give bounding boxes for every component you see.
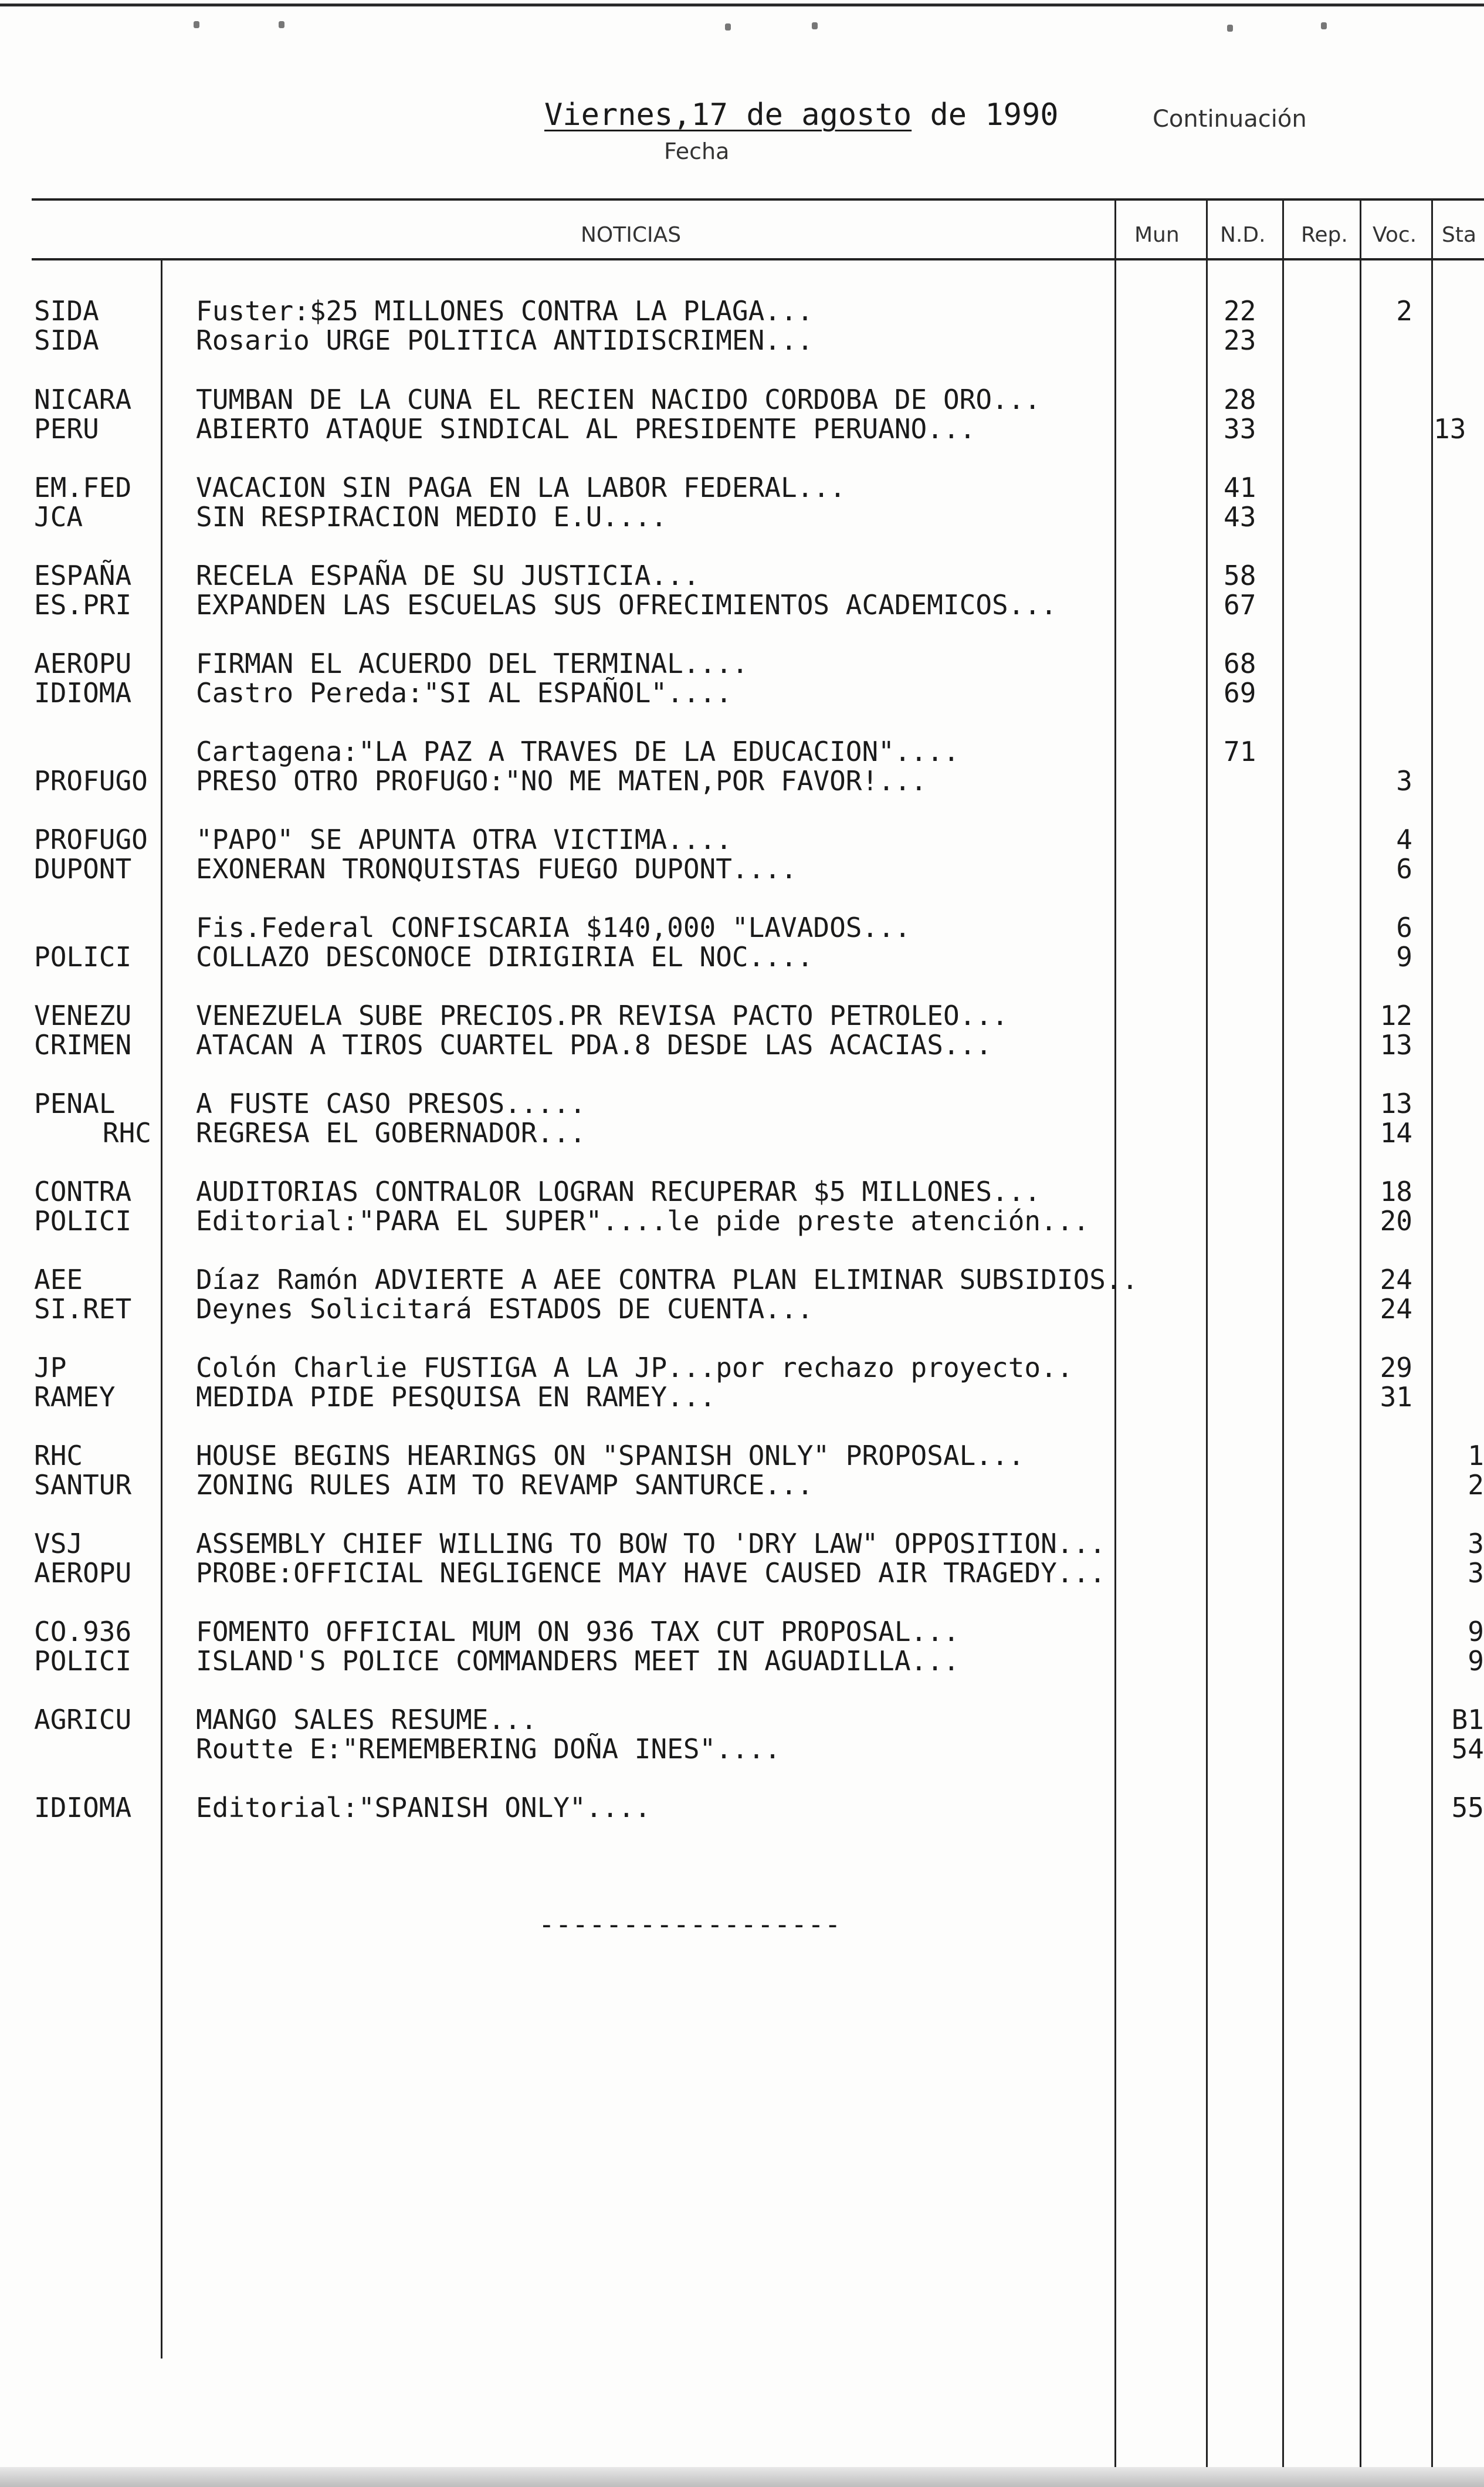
news-row (0, 1791, 1484, 1824)
row-category: AEE (34, 1264, 83, 1295)
row-category: ESPAÑA (34, 560, 132, 591)
row-category: PROFUGO (34, 765, 148, 797)
report-date-day: Viernes,17 de agosto (544, 97, 912, 133)
row-headline: COLLAZO DESCONOCE DIRIGIRIA EL NOC.... (196, 941, 814, 973)
column-divider-mun (1114, 199, 1116, 2482)
row-voc-page: 6 (1396, 853, 1412, 885)
row-nd-page: 69 (1224, 677, 1256, 709)
column-header-nd: N.D. (1220, 223, 1266, 247)
row-voc-page: 20 (1380, 1205, 1412, 1237)
row-sta-page: 9 (1468, 1645, 1484, 1677)
scan-speck (1227, 25, 1233, 32)
row-category: CRIMEN (34, 1029, 132, 1061)
table-top-rule (32, 198, 1484, 201)
news-row (0, 911, 1484, 944)
row-headline: AUDITORIAS CONTRALOR LOGRAN RECUPERAR $5 MILLONES... (196, 1176, 1041, 1207)
row-voc-page: 13 (1380, 1029, 1412, 1061)
row-category: SANTUR (34, 1469, 132, 1501)
row-sta-page: 55 (1451, 1792, 1484, 1823)
row-sta-page: 3 (1468, 1528, 1484, 1559)
row-headline: Cartagena:"LA PAZ A TRAVES DE LA EDUCACION".... (196, 736, 960, 767)
row-sta-page: B1 (1451, 1704, 1484, 1735)
row-nd-page: 68 (1224, 648, 1256, 679)
news-row (0, 1175, 1484, 1208)
row-headline: A FUSTE CASO PRESOS..... (196, 1088, 586, 1119)
row-category: EM.FED (34, 472, 132, 503)
news-row (0, 999, 1484, 1032)
column-divider-voc (1360, 199, 1361, 2482)
row-category: RHC (34, 1440, 83, 1471)
row-voc-page: 13 (1380, 1088, 1412, 1119)
news-row (0, 1439, 1484, 1472)
news-row (0, 1351, 1484, 1384)
row-headline: MEDIDA PIDE PESQUISA EN RAMEY... (196, 1381, 716, 1413)
row-sta-page: 3 (1468, 1557, 1484, 1589)
news-row (0, 1087, 1484, 1120)
column-divider-rep (1282, 199, 1284, 2482)
row-sta-page: 13 (1434, 413, 1466, 445)
row-sta-page: 54 (1451, 1733, 1484, 1765)
row-category: SI.RET (34, 1293, 132, 1325)
row-voc-page: 3 (1396, 765, 1412, 797)
news-row (0, 852, 1484, 885)
row-category: PERU (34, 413, 99, 445)
row-headline: Rosario URGE POLITICA ANTIDISCRIMEN... (196, 324, 814, 356)
row-headline: ASSEMBLY CHIEF WILLING TO BOW TO 'DRY LAW" OPPOSITION... (196, 1528, 1106, 1559)
row-headline: ISLAND'S POLICE COMMANDERS MEET IN AGUADILLA... (196, 1645, 960, 1677)
news-row (0, 412, 1484, 445)
news-row (0, 1292, 1484, 1325)
row-headline: Fuster:$25 MILLONES CONTRA LA PLAGA... (196, 295, 814, 327)
column-divider-nd (1206, 199, 1208, 2482)
row-headline: Díaz Ramón ADVIERTE A AEE CONTRA PLAN ELIMINAR SUBSIDIOS.. (196, 1264, 1139, 1295)
news-row (0, 735, 1484, 768)
row-headline: Editorial:"PARA EL SUPER"....le pide preste atención... (196, 1205, 1090, 1237)
row-category: IDIOMA (34, 1792, 132, 1823)
scan-speck (194, 21, 199, 28)
scan-speck (725, 23, 731, 31)
news-row (0, 1615, 1484, 1648)
news-row (0, 647, 1484, 680)
row-category: JP (34, 1352, 67, 1383)
column-divider-sta (1431, 199, 1433, 2482)
row-headline: VENEZUELA SUBE PRECIOS.PR REVISA PACTO PETROLEO... (196, 1000, 1008, 1031)
news-row (0, 1645, 1484, 1677)
row-category: PENAL (34, 1088, 116, 1119)
row-nd-page: 71 (1224, 736, 1256, 767)
news-row (0, 500, 1484, 533)
row-nd-page: 41 (1224, 472, 1256, 503)
row-category: CO.936 (34, 1616, 132, 1647)
row-voc-page: 2 (1396, 295, 1412, 327)
top-border-line (0, 4, 1484, 6)
row-nd-page: 22 (1224, 295, 1256, 327)
row-nd-page: 33 (1224, 413, 1256, 445)
row-headline: ATACAN A TIROS CUARTEL PDA.8 DESDE LAS ACACIAS... (196, 1029, 992, 1061)
row-headline: PROBE:OFFICIAL NEGLIGENCE MAY HAVE CAUSED AIR TRAGEDY... (196, 1557, 1106, 1589)
column-header-noticias: NOTICIAS (581, 223, 682, 247)
report-date (544, 97, 1059, 133)
row-category: DUPONT (34, 853, 132, 885)
row-nd-page: 43 (1224, 501, 1256, 533)
row-voc-page: 4 (1396, 824, 1412, 855)
column-header-mun: Mun (1134, 223, 1180, 247)
row-category: AEROPU (34, 1557, 132, 1589)
row-headline: MANGO SALES RESUME... (196, 1704, 537, 1735)
row-category: NICARA (34, 384, 132, 415)
row-voc-page: 29 (1380, 1352, 1412, 1383)
row-nd-page: 67 (1224, 589, 1256, 621)
row-sta-page: 9 (1468, 1616, 1484, 1647)
column-header-sta: Sta (1442, 223, 1477, 247)
row-category: POLICI (34, 1205, 132, 1237)
row-voc-page: 14 (1380, 1117, 1412, 1149)
row-headline: ZONING RULES AIM TO REVAMP SANTURCE... (196, 1469, 814, 1501)
news-row (0, 764, 1484, 797)
row-voc-page: 12 (1380, 1000, 1412, 1031)
row-category: POLICI (34, 1645, 132, 1677)
row-category: POLICI (34, 941, 132, 973)
scan-speck (1321, 22, 1327, 29)
row-nd-page: 58 (1224, 560, 1256, 591)
news-row (0, 676, 1484, 709)
row-voc-page: 31 (1380, 1381, 1412, 1413)
table-header-rule (32, 258, 1484, 260)
continuation-label: Continuación (1153, 106, 1307, 133)
row-headline: FIRMAN EL ACUERDO DEL TERMINAL.... (196, 648, 748, 679)
row-sta-page: 2 (1468, 1469, 1484, 1501)
row-voc-page: 6 (1396, 912, 1412, 943)
row-headline: VACACION SIN PAGA EN LA LABOR FEDERAL... (196, 472, 846, 503)
row-category: RHC (102, 1117, 151, 1149)
scan-speck (279, 21, 284, 28)
row-headline: TUMBAN DE LA CUNA EL RECIEN NACIDO CORDOBA DE ORO... (196, 384, 1041, 415)
news-row (0, 324, 1484, 357)
news-row (0, 1527, 1484, 1560)
row-category: VSJ (34, 1528, 83, 1559)
footer-dashes: ------------------ (538, 1909, 842, 1940)
row-nd-page: 23 (1224, 324, 1256, 356)
row-headline: EXONERAN TRONQUISTAS FUEGO DUPONT.... (196, 853, 797, 885)
row-headline: ABIERTO ATAQUE SINDICAL AL PRESIDENTE PERUANO... (196, 413, 976, 445)
row-nd-page: 28 (1224, 384, 1256, 415)
row-headline: REGRESA EL GOBERNADOR... (196, 1117, 586, 1149)
row-category: AGRICU (34, 1704, 132, 1735)
news-row (0, 1557, 1484, 1589)
row-headline: HOUSE BEGINS HEARINGS ON "SPANISH ONLY" PROPOSAL... (196, 1440, 1025, 1471)
row-headline: Deynes Solicitará ESTADOS DE CUENTA... (196, 1293, 814, 1325)
scan-speck (812, 22, 818, 29)
row-category: CONTRA (34, 1176, 132, 1207)
row-headline: Colón Charlie FUSTIGA A LA JP...por rechazo proyecto.. (196, 1352, 1073, 1383)
news-row (0, 1380, 1484, 1413)
row-category: ES.PRI (34, 589, 132, 621)
news-row (0, 588, 1484, 621)
news-row (0, 1468, 1484, 1501)
row-category: RAMEY (34, 1381, 116, 1413)
row-voc-page: 24 (1380, 1264, 1412, 1295)
scan-bottom-edge (0, 2467, 1484, 2487)
row-headline: Editorial:"SPANISH ONLY".... (196, 1792, 651, 1823)
row-category: IDIOMA (34, 677, 132, 709)
row-headline: FOMENTO OFFICIAL MUM ON 936 TAX CUT PROPOSAL... (196, 1616, 960, 1647)
row-headline: "PAPO" SE APUNTA OTRA VICTIMA.... (196, 824, 732, 855)
row-headline: Castro Pereda:"SI AL ESPAÑOL".... (196, 677, 732, 709)
row-headline: Routte E:"REMEMBERING DOÑA INES".... (196, 1733, 781, 1765)
row-headline: Fis.Federal CONFISCARIA $140,000 "LAVADOS... (196, 912, 911, 943)
row-category: JCA (34, 501, 83, 533)
news-row (0, 471, 1484, 504)
news-row (0, 1733, 1484, 1765)
news-row (0, 1263, 1484, 1296)
news-row (0, 1028, 1484, 1061)
row-category: VENEZU (34, 1000, 132, 1031)
row-category: PROFUGO (34, 824, 148, 855)
row-headline: EXPANDEN LAS ESCUELAS SUS OFRECIMIENTOS ACADEMICOS... (196, 589, 1057, 621)
news-row (0, 940, 1484, 973)
news-row (0, 823, 1484, 856)
column-header-voc: Voc. (1373, 223, 1417, 247)
row-category: SIDA (34, 324, 99, 356)
row-headline: PRESO OTRO PROFUGO:"NO ME MATEN,POR FAVOR!... (196, 765, 927, 797)
row-category: AEROPU (34, 648, 132, 679)
report-date-year: de 1990 (912, 97, 1059, 133)
news-row (0, 559, 1484, 592)
news-row (0, 1116, 1484, 1149)
row-voc-page: 18 (1380, 1176, 1412, 1207)
row-headline: SIN RESPIRACION MEDIO E.U.... (196, 501, 668, 533)
fecha-label: Fecha (664, 138, 730, 164)
news-row (0, 1703, 1484, 1736)
news-row (0, 1204, 1484, 1237)
row-voc-page: 24 (1380, 1293, 1412, 1325)
news-row (0, 383, 1484, 416)
row-sta-page: 1 (1468, 1440, 1484, 1471)
row-headline: RECELA ESPAÑA DE SU JUSTICIA... (196, 560, 700, 591)
news-row (0, 295, 1484, 327)
row-voc-page: 9 (1396, 941, 1412, 973)
column-header-rep: Rep. (1301, 223, 1348, 247)
row-category: SIDA (34, 295, 99, 327)
